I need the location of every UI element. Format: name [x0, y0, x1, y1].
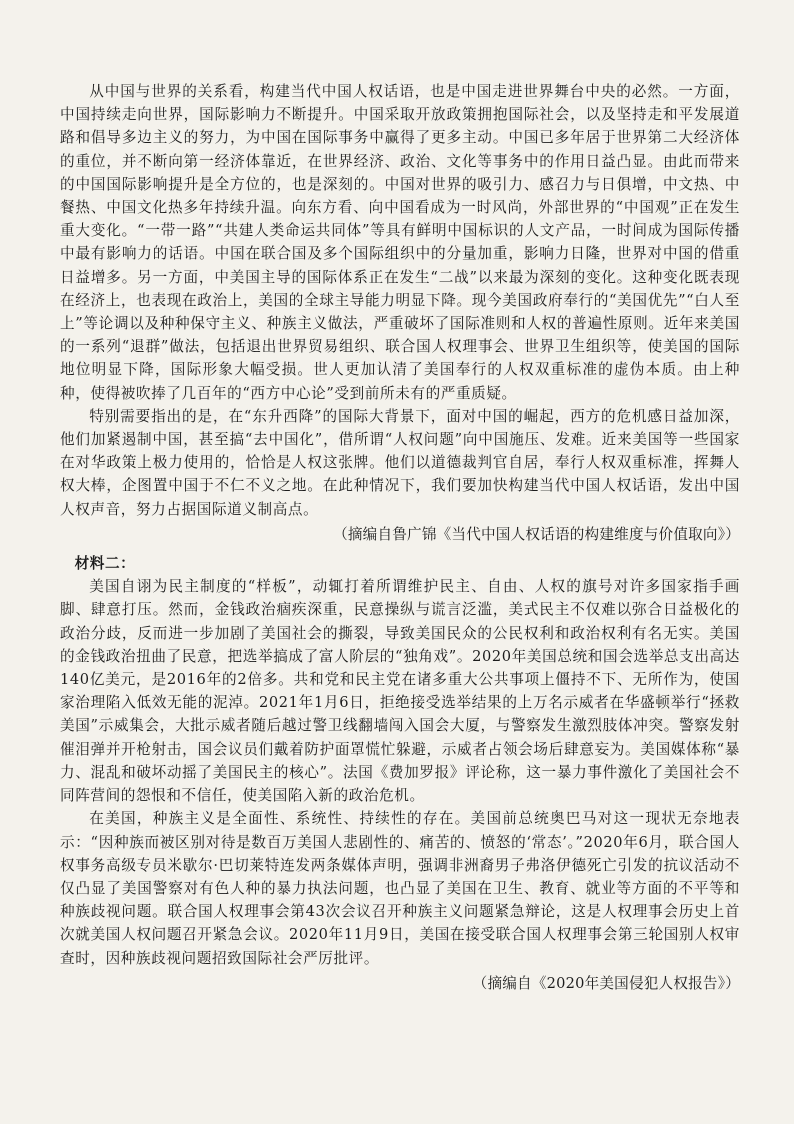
- material2-heading: 材料二：: [74, 555, 136, 573]
- document-page: [60, 80, 740, 999]
- material2-paragraph-2: 在美国，种族主义是全面性、系统性、持续性的存在。美国前总统奥巴马对这一现状无奈地表示：“因种族而被区别对待是数百万美国人悲剧性的、痛苦的、愤怒的‘常态’。”2020年6月，联合国人权事务高级专员米歇尔·巴切莱特连发两条媒体声明，强调非洲裔男子弗洛伊德死亡引发的抗议活动不仅凸显了美国警察对有色人种的暴力执法问题，也凸显了美国在卫生、教育、就业等方面的不平等和种族歧视问题。联合国人权理事会第43次会议召开种族主义问题紧急辩论，这是人权理事会历史上首次就美国人权问题召开紧急会议。2020年11月9日，美国在接受联合国人权理事会第三轮国别人权审查时，因种族歧视问题招致国际社会严厉批评。: [60, 810, 740, 967]
- material2-paragraph-1: 美国自诩为民主制度的“样板”，动辄打着所谓维护民主、自由、人权的旗号对许多国家指手画脚、肆意打压。然而，金钱政治痼疾深重，民意操纵与谎言泛滥，美式民主不仅难以弥合日益极化的政治分歧，反而进一步加剧了美国社会的撕裂，导致美国民众的公民权利和政治权利有名无实。美国的金钱政治扭曲了民意，把选举搞成了富人阶层的“独角戏”。2020年美国总统和国会选举总支出高达140亿美元，是2016年的2倍多。共和党和民主党在诸多重大公共事项上僵持不下、无所作为，使国家治理陷入低效无能的泥淖。2021年1月6日，拒绝接受选举结果的上万名示威者在华盛顿举行“拯救美国”示威集会，大批示威者随后越过警卫线翻墙闯入国会大厦，与警察发生激烈肢体冲突。警察发射催泪弹并开枪射击，国会议员们戴着防护面罩慌忙躲避，示威者占领会场后肆意妄为。美国媒体称“暴力、混乱和破坏动摇了美国民主的核心”。法国《费加罗报》评论称，这一暴力事件激化了美国社会不同阵营间的怨恨和不信任，使美国陷入新的政治危机。: [60, 578, 740, 805]
- material1-paragraph-1: 从中国与世界的关系看，构建当代中国人权话语，也是中国走进世界舞台中央的必然。一方面，中国持续走向世界，国际影响力不断提升。中国采取开放政策拥抱国际社会，以及坚持走和平发展道路和倡导多边主义的努力，为中国在国际事务中赢得了更多主动。中国已多年居于世界第二大经济体的重位，并不断向第一经济体靠近，在世界经济、政治、文化等事务中的作用日益凸显。由此而带来的中国国际影响提升是全方位的，也是深刻的。中国对世界的吸引力、感召力与日俱增，中文热、中餐热、中国文化热多年持续升温。向东方看、向中国看成为一时风尚，外部世界的“中国观”正在发生重大变化。“一带一路”“共建人类命运共同体”等具有鲜明中国标识的人文产品，一时间成为国际传播中最有影响力的话语。中国在联合国及多个国际组织中的分量加重，影响力日隆，世界对中国的借重日益增多。另一方面，中美国主导的国际体系正在发生“二战”以来最为深刻的变化。这种变化既表现在经济上，也表现在政治上，美国的全球主导能力明显下降。现今美国政府奉行的“美国优先”“白人至上”等论调以及种种保守主义、种族主义做法，严重破坏了国际准则和人权的普遍性原则。近年来美国的一系列“退群”做法，包括退出世界贸易组织、联合国人权理事会、世界卫生组织等，使美国的国际地位明显下降，国际形象大幅受损。世人更加认清了美国奉行的人权双重标准的虚伪本质。由上种种，使得被吹捧了几百年的“西方中心论”受到前所未有的严重质疑。: [60, 83, 740, 402]
- material1-paragraph-2: 特别需要指出的是，在“东升西降”的国际大背景下，面对中国的崛起，西方的危机感日益加深，他们加紧遏制中国，甚至搞“去中国化”，借所谓“人权问题”向中国施压、发难。近来美国等一些国家在对华政策上极力使用的，恰恰是人权这张牌。他们以道德裁判官自居，奉行人权双重标准，挥舞人权大棒，企图置中国于不仁不义之地。在此种情况下，我们要加快构建当代中国人权话语，发出中国人权声音，努力占据国际道义制高点。: [60, 407, 740, 518]
- material2-source: （摘编自《2020年美国侵犯人权报告》）: [472, 974, 740, 992]
- material1-source: （摘编自鲁广锦《当代中国人权话语的构建维度与价值取向》）: [333, 525, 740, 543]
